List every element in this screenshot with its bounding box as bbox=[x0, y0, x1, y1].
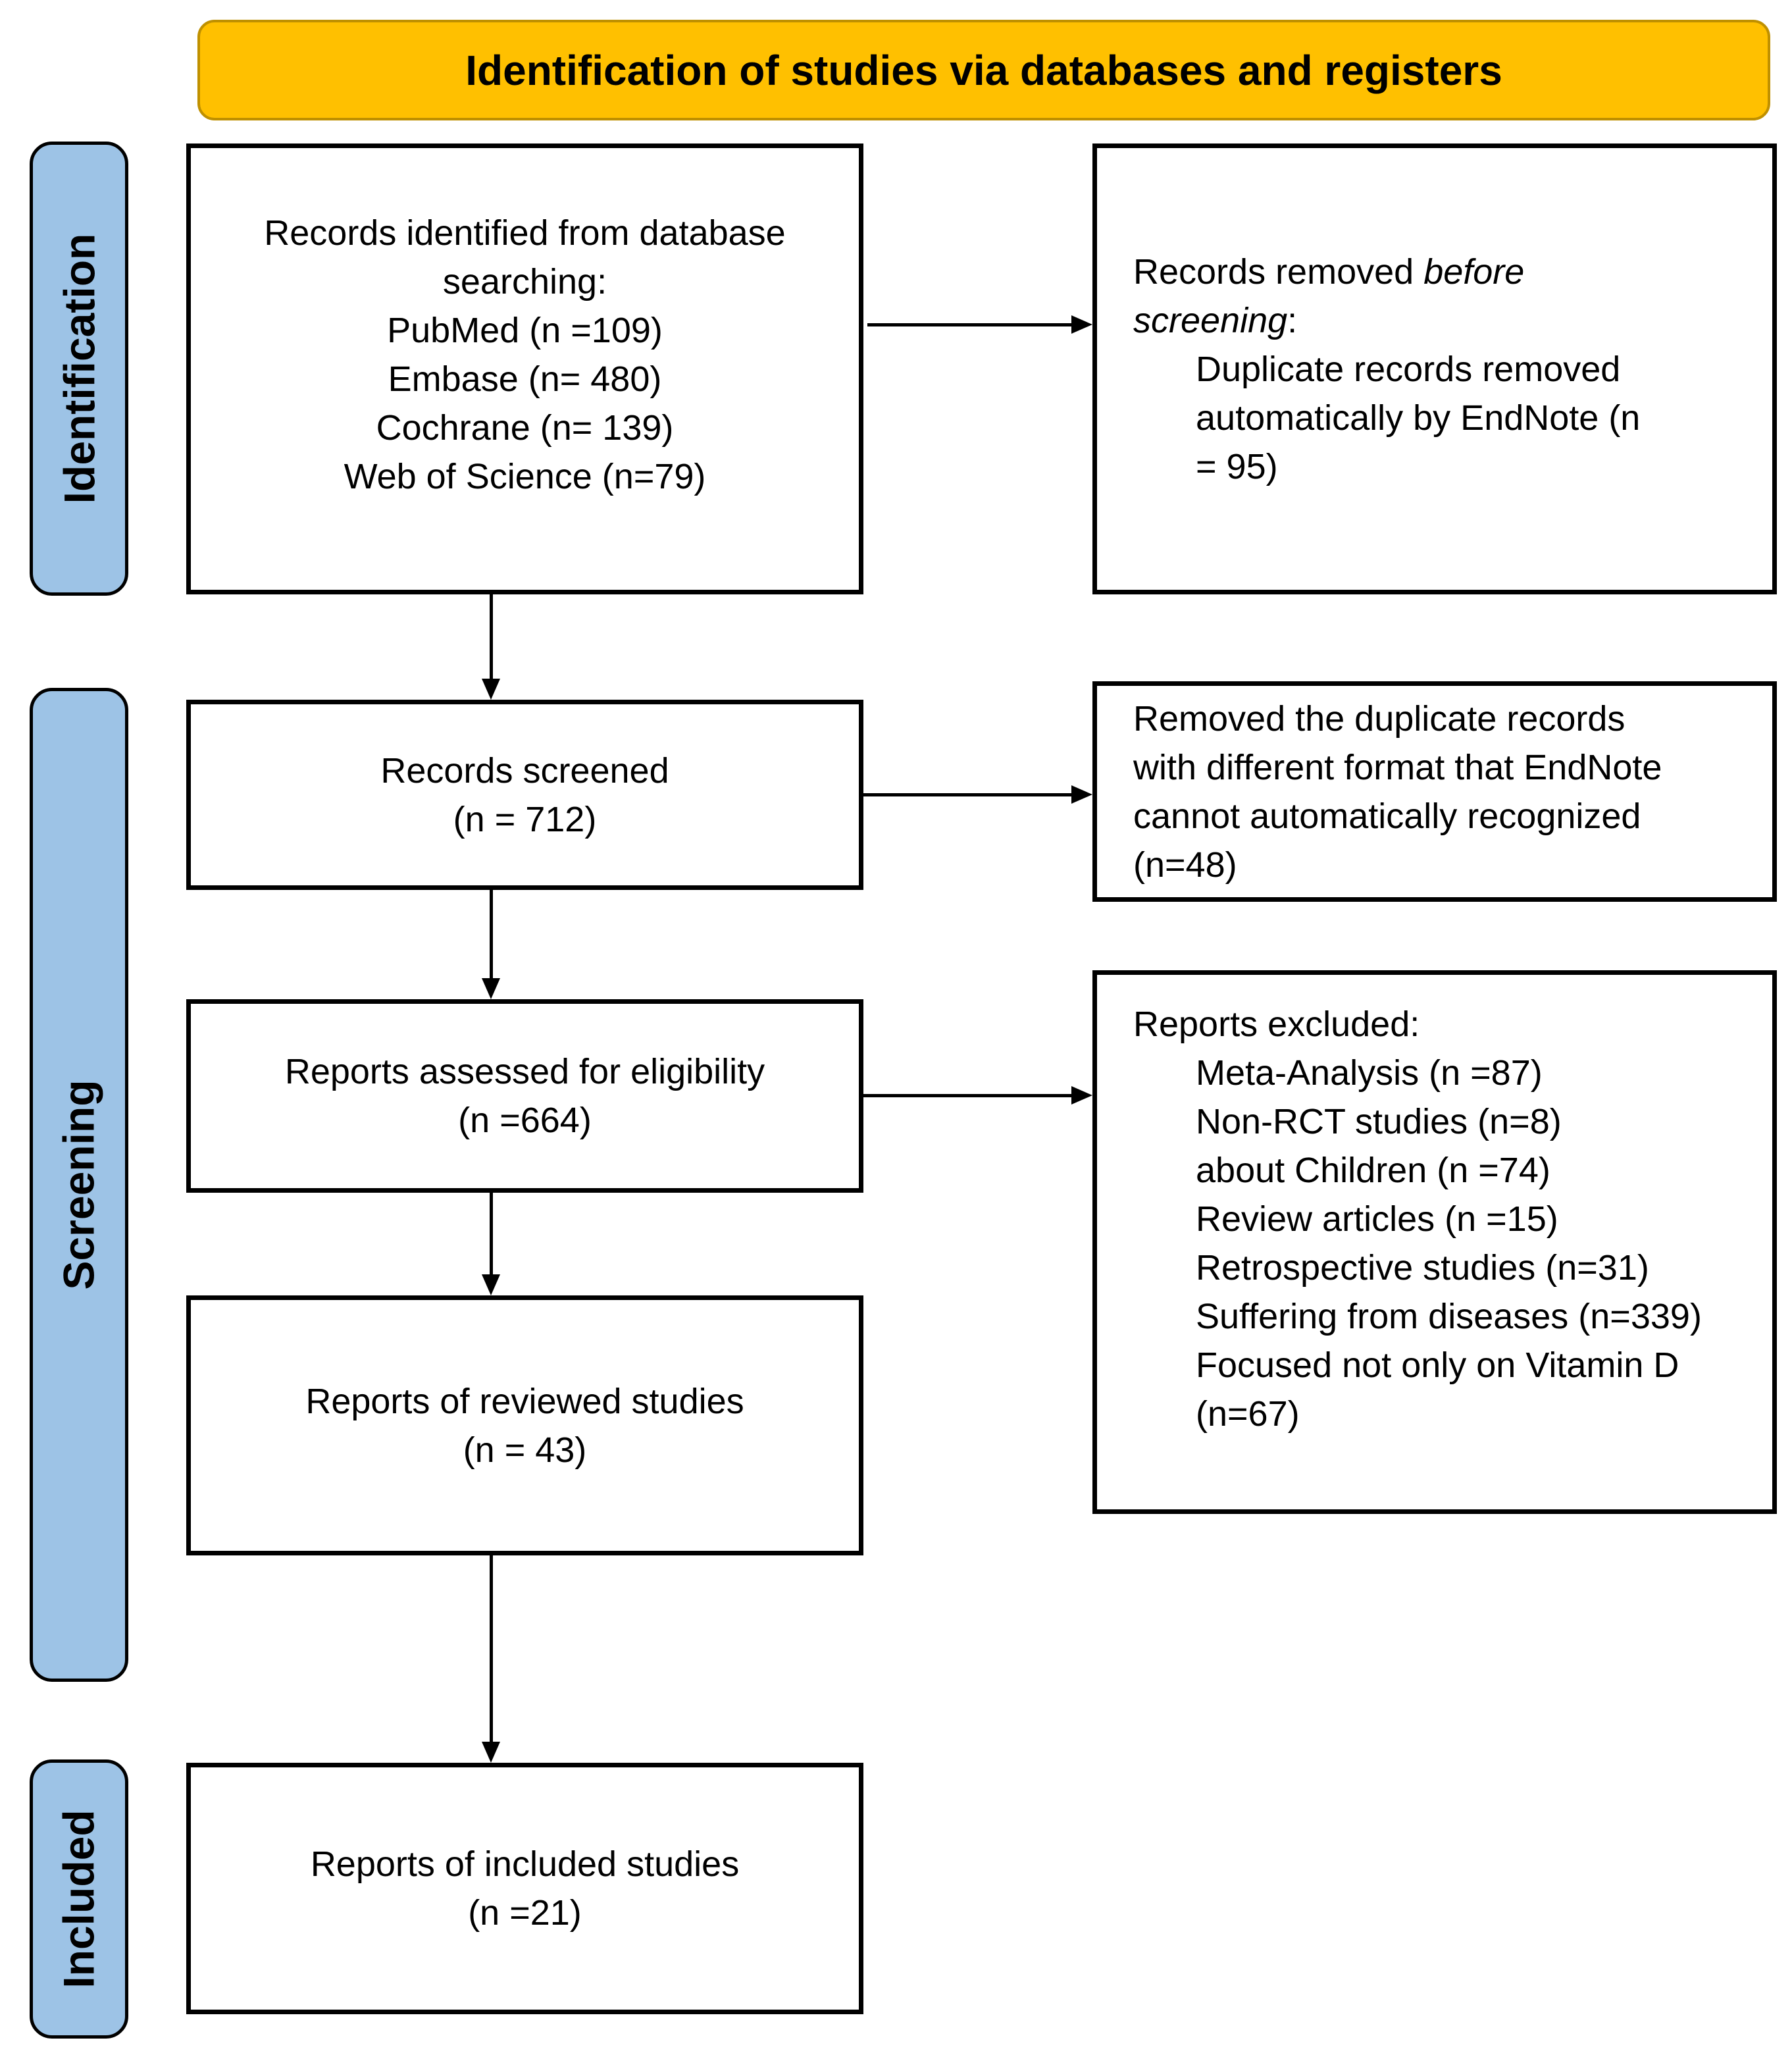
excluded-item: Review articles (n =15) bbox=[1196, 1199, 1558, 1239]
stage-screening-label: Screening bbox=[55, 1080, 104, 1290]
removed-before-item-line: = 95) bbox=[1196, 446, 1278, 486]
removed-format-line: cannot automatically recognized bbox=[1133, 796, 1641, 836]
removed-format-line: with different format that EndNote bbox=[1133, 747, 1662, 787]
reports-reviewed-label: Reports of reviewed studies bbox=[305, 1381, 744, 1421]
reports-excluded-title: Reports excluded: bbox=[1133, 1004, 1420, 1044]
arrowhead-right-icon bbox=[1071, 1086, 1092, 1105]
excluded-item: Retrospective studies (n=31) bbox=[1196, 1248, 1649, 1288]
arrow-screened-to-removed-format bbox=[863, 793, 1074, 796]
excluded-item: Meta-Analysis (n =87) bbox=[1196, 1053, 1543, 1093]
removed-format-line: Removed the duplicate records bbox=[1133, 698, 1626, 739]
records-identified-line: searching: bbox=[442, 262, 607, 301]
arrow-screened-to-assessed bbox=[490, 890, 493, 981]
excluded-item: Suffering from diseases (n=339) bbox=[1196, 1297, 1702, 1336]
box-reports-reviewed bbox=[186, 1295, 863, 1555]
reports-included-label: Reports of included studies bbox=[310, 1844, 740, 1884]
reports-assessed-label: Reports assessed for eligibility bbox=[284, 1052, 765, 1091]
removed-format-line: (n=48) bbox=[1133, 845, 1237, 885]
arrow-identified-to-removed bbox=[867, 323, 1074, 326]
box-removed-different-format bbox=[1092, 681, 1777, 902]
removed-before-item-line: automatically by EndNote (n bbox=[1196, 398, 1641, 438]
removed-before-line: Records removed before bbox=[1133, 251, 1525, 292]
excluded-item: Focused not only on Vitamin D (n=67) bbox=[1196, 1345, 1679, 1434]
stage-identification-label: Identification bbox=[55, 233, 104, 504]
excluded-item: Non-RCT studies (n=8) bbox=[1196, 1102, 1562, 1141]
arrowhead-right-icon bbox=[1071, 315, 1092, 334]
arrowhead-down-icon bbox=[482, 1742, 500, 1763]
arrowhead-down-icon bbox=[482, 978, 500, 999]
removed-before-line: screening: bbox=[1133, 300, 1298, 340]
removed-before-item-line: Duplicate records removed bbox=[1196, 349, 1621, 389]
diagram-header-banner bbox=[197, 20, 1770, 120]
box-reports-assessed bbox=[186, 999, 863, 1193]
arrowhead-down-icon bbox=[482, 1274, 500, 1295]
stage-screening bbox=[30, 688, 128, 1682]
box-reports-included bbox=[186, 1763, 863, 2014]
reports-reviewed-count: (n = 43) bbox=[463, 1430, 587, 1470]
box-reports-excluded bbox=[1092, 970, 1777, 1514]
arrow-identified-to-screened bbox=[490, 594, 493, 681]
arrowhead-down-icon bbox=[482, 679, 500, 700]
stage-identification bbox=[30, 142, 128, 596]
excluded-item: about Children (n =74) bbox=[1196, 1151, 1550, 1190]
box-records-removed-before-screening bbox=[1092, 143, 1777, 594]
arrow-reviewed-to-included bbox=[490, 1555, 493, 1744]
arrow-assessed-to-reviewed bbox=[490, 1193, 493, 1277]
records-identified-line: Embase (n= 480) bbox=[388, 359, 662, 399]
arrow-assessed-to-excluded bbox=[863, 1094, 1074, 1097]
records-identified-line: Records identified from database bbox=[264, 213, 786, 253]
records-identified-line: Cochrane (n= 139) bbox=[376, 408, 674, 448]
reports-included-count: (n =21) bbox=[468, 1893, 582, 1933]
diagram-title: Identification of studies via databases and registers bbox=[465, 46, 1502, 94]
records-identified-line: Web of Science (n=79) bbox=[344, 457, 706, 496]
box-records-screened bbox=[186, 700, 863, 890]
box-records-identified bbox=[186, 143, 863, 594]
stage-included bbox=[30, 1759, 128, 2039]
stage-included-label: Included bbox=[55, 1810, 104, 1989]
records-identified-line: PubMed (n =109) bbox=[387, 311, 663, 350]
reports-assessed-count: (n =664) bbox=[458, 1101, 592, 1140]
records-screened-label: Records screened bbox=[380, 750, 669, 791]
records-screened-count: (n = 712) bbox=[453, 799, 597, 839]
arrowhead-right-icon bbox=[1071, 785, 1092, 804]
